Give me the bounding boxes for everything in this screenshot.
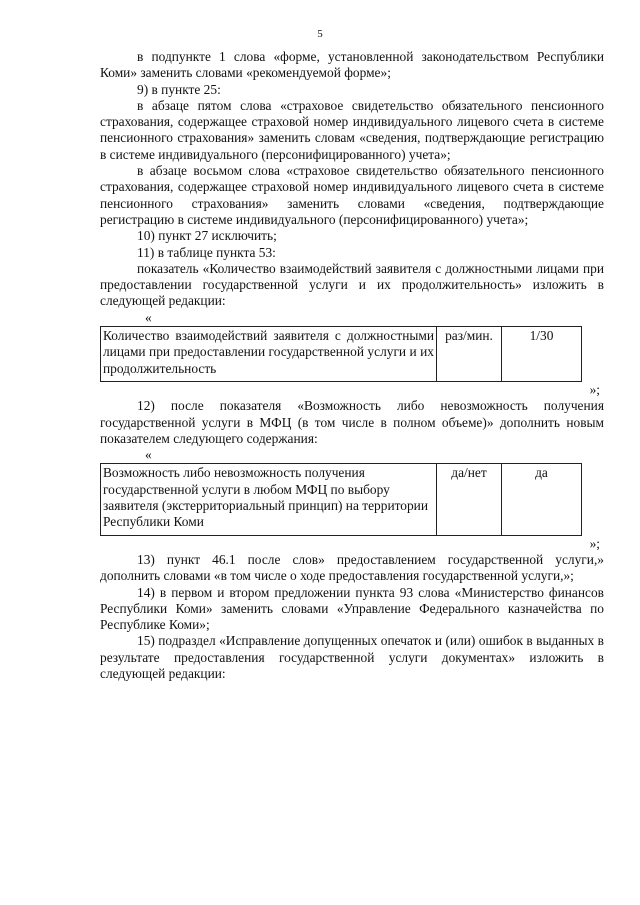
paragraph-abzac-5: в абзаце пятом слова «страховое свидетельство обязательного пенсионного страхования, содержащее страховой номер индивидуального лицевого счета в системе пенсионного страхования» заменить словам «сведения, подтверждающие регистрацию в системе индивидуального (персонифицированного) учета»; bbox=[100, 97, 604, 162]
quote-close-mark: »; bbox=[589, 535, 600, 551]
indicator-table-interactions bbox=[100, 326, 582, 382]
indicator-unit-cell: раз/мин. bbox=[437, 327, 502, 382]
quote-close-mark: »; bbox=[589, 381, 600, 397]
paragraph-item-10: 10) пункт 27 исключить; bbox=[137, 228, 277, 244]
paragraph-item-9: 9) в пункте 25: bbox=[137, 81, 221, 97]
table-row bbox=[101, 464, 582, 535]
paragraph-abzac-8: в абзаце восьмом слова «страховое свидетельство обязательного пенсионного страхования, содержащее страховой номер индивидуального лицевого счета в системе пенсионного страхования» заменить словами «сведения, подтверждающие регистрацию в системе индивидуального (персонифицированного) учета»; bbox=[100, 163, 604, 227]
quote-open-mark: « bbox=[145, 447, 152, 463]
paragraph-item-14: 14) в первом и втором предложении пункта 93 слова «Министерство финансов Республики Коми» заменить словами «Управление Федерального казначейства по Республике Коми»; bbox=[100, 584, 604, 633]
indicator-value-cell: да bbox=[502, 464, 582, 535]
indicator-table-mfc bbox=[100, 463, 582, 535]
paragraph-subpoint-1: в подпункте 1 слова «форме, установленной законодательством Республики Коми» заменить словами «рекомендуемой форме»; bbox=[100, 49, 604, 81]
table-row bbox=[101, 327, 582, 382]
document-body bbox=[100, 49, 604, 682]
indicator-value-cell: 1/30 bbox=[502, 327, 582, 382]
paragraph-item-15: 15) подраздел «Исправление допущенных опечаток и (или) ошибок в выданных в результате предоставления государственной услуги документах» изложить в следующей редакции: bbox=[100, 633, 604, 681]
paragraph-item-13: 13) пункт 46.1 после слов» предоставлением государственной услуги,» дополнить словами «в том числе о ходе предоставления государственной услуги,»; bbox=[100, 551, 604, 584]
paragraph-item-12: 12) после показателя «Возможность либо невозможность получения государственной услуги в МФЦ (в том числе в полном объеме)» дополнить новым показателем следующего содержания: bbox=[100, 398, 604, 446]
page-number: 5 bbox=[317, 28, 323, 40]
paragraph-indicator-intro: показатель «Количество взаимодействий заявителя с должностными лицами при предоставлении государственной услуги и их продолжительность» изложить в следующей редакции: bbox=[100, 260, 604, 309]
quote-open-mark: « bbox=[145, 309, 152, 325]
indicator-name-cell: Возможность либо невозможность получения государственной услуги в любом МФЦ по выбору заявителя (экстерриториальный принцип) на территории Республики Коми bbox=[101, 464, 437, 535]
indicator-name-cell: Количество взаимодействий заявителя с должностными лицами при предоставлении государственной услуги и их продолжительность bbox=[101, 327, 437, 382]
paragraph-item-11: 11) в таблице пункта 53: bbox=[137, 244, 276, 260]
indicator-unit-cell: да/нет bbox=[437, 464, 502, 535]
